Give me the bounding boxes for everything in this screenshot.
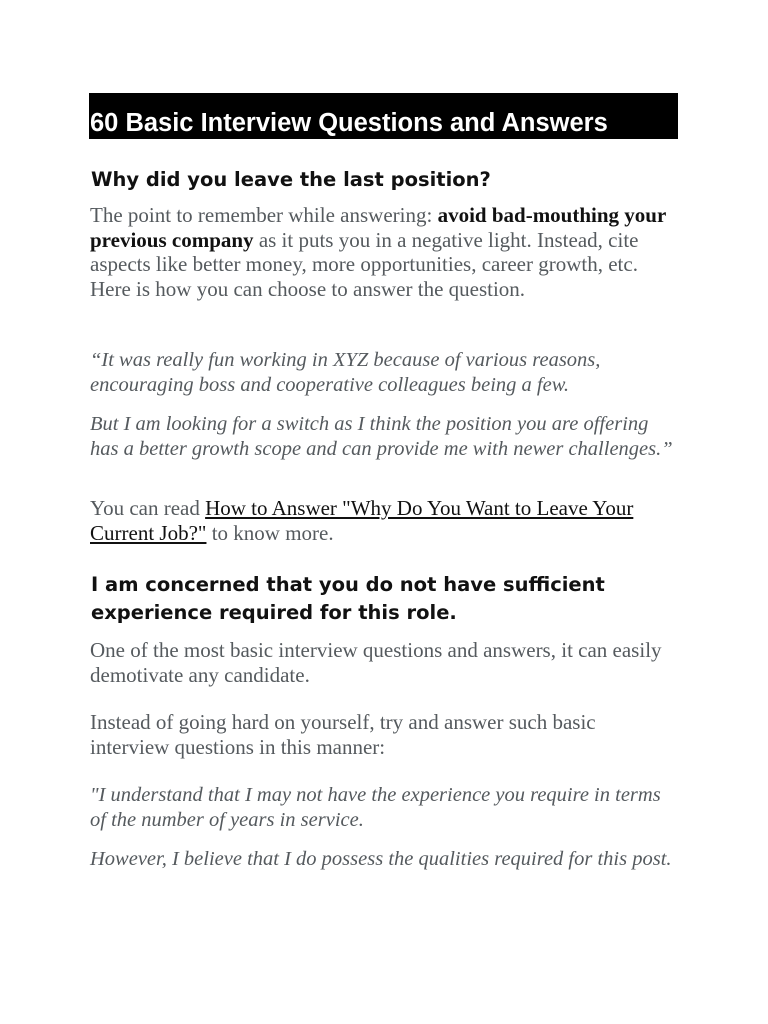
- paragraph-text: as it puts you in a negative light. Instead, cite aspects like better money, more opportunities, career growth, etc. Here is how you can choose to answer the question.: [90, 227, 639, 301]
- emphasis-text: avoid bad-mouthing your previous company: [90, 203, 666, 252]
- section-heading-leave-position: Why did you leave the last position?: [91, 168, 491, 191]
- paragraph-text: to know more.: [206, 520, 334, 545]
- sample-answer-quote: But I am looking for a switch as I think the position you are offering has a better growth scope and can provide me with newer challenges.”: [90, 413, 673, 460]
- heading-line: I am concerned that you do not have sufficient: [91, 573, 605, 596]
- sample-answer-quote: “It was really fun working in XYZ because of various reasons, encouraging boss and cooperative colleagues being a few.: [90, 349, 601, 396]
- sample-answer-quote: "I understand that I may not have the experience you require in terms of the number of years in service.: [90, 784, 661, 831]
- paragraph-text: You can read: [90, 496, 206, 520]
- heading-line: experience required for this role.: [91, 601, 457, 624]
- page-title: 60 Basic Interview Questions and Answers: [90, 109, 608, 137]
- read-more-link[interactable]: How to Answer "Why Do You Want to Leave Your Current Job?": [90, 496, 634, 545]
- read-more-paragraph: [90, 496, 680, 545]
- title-banner: [89, 93, 678, 139]
- section-heading-experience: [91, 571, 605, 627]
- paragraph-text: The point to remember while answering:: [90, 203, 438, 227]
- answer-paragraph-experience: Instead of going hard on yourself, try and answer such basic interview questions in this manner:: [90, 710, 596, 759]
- sample-answer-quote: However, I believe that I do possess the qualities required for this post.: [90, 848, 672, 870]
- answer-paragraph-leave-position: [90, 203, 680, 301]
- answer-paragraph-experience: One of the most basic interview questions and answers, it can easily demotivate any candidate.: [90, 638, 662, 687]
